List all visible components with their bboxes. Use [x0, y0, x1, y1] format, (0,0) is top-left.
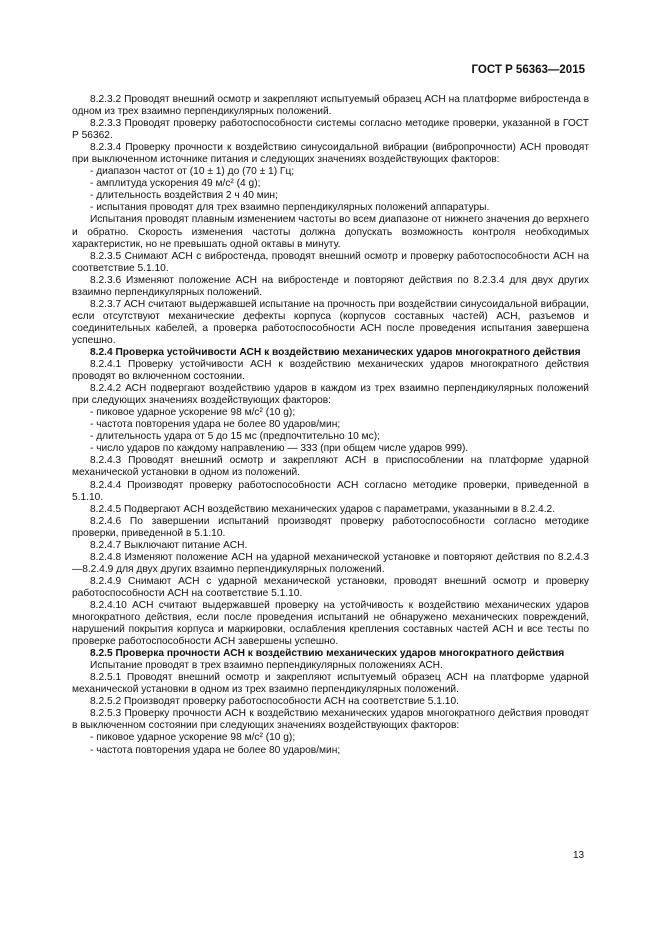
paragraph: 8.2.4.5 Подвергают АСН воздействию механических ударов с параметрами, указанными в 8.2.4.2.	[90, 503, 556, 515]
list-item: - частота повторения удара не более 80 ударов/мин;	[90, 744, 341, 756]
list-item: - длительность воздействия 2 ч 40 мин;	[90, 190, 278, 202]
paragraph: 8.2.4.1 Проверку устойчивости АСН к воздействию механических ударов многократного действия проводят во включенном состоянии.	[72, 359, 589, 383]
list-item: - частота повторения удара не более 80 ударов/мин;	[90, 419, 341, 431]
section-heading: 8.2.5 Проверка прочности АСН к воздействию механических ударов многократного действия	[90, 648, 565, 660]
paragraph: 8.2.3.3 Проводят проверку работоспособности системы согласно методике проверки, указанной в ГОСТ Р 56362.	[72, 118, 589, 142]
paragraph: Испытание проводят в трех взаимно перпендикулярных положениях АСН.	[90, 660, 443, 672]
paragraph: 8.2.4.4 Производят проверку работоспособности АСН согласно методике проверки, приведенной в 5.1.10.	[72, 479, 589, 503]
section-heading: 8.2.4 Проверка устойчивости АСН к воздействию механических ударов многократного действия	[90, 346, 581, 358]
list-item: - пиковое ударное ускорение 98 м/с² (10 g);	[90, 732, 296, 744]
paragraph: 8.2.4.2 АСН подвергают воздействию ударов в каждом из трех взаимно перпендикулярных положений при следующих значениях воздействующих факторов:	[72, 383, 589, 407]
paragraph: 8.2.4.10 АСН считают выдержавшей проверку на устойчивость к воздействию механических ударов многократного действия, если после проведения испытаний не обнаружено механических повреждений, нарушений покрытия корпуса и маркировки, ослабления крепления составных частей АСН и все тесты по проверке работоспособности АСН завершены успешно.	[72, 599, 589, 648]
paragraph: Испытания проводят плавным изменением частоты во всем диапазоне от нижнего значения до верхнего и обратно. Скорость изменения частоты должна допускать возможность контроля необходимых характеристик, но не превышать одной октавы в минуту.	[72, 214, 589, 250]
paragraph: 8.2.4.9 Снимают АСН с ударной механической установки, проводят внешний осмотр и проверку работоспособности АСН на соответствие 5.1.10.	[72, 575, 589, 599]
paragraph: 8.2.5.1 Проводят внешний осмотр и закрепляют испытуемый образец АСН на платформе ударной механической установки в одном из трех взаимно перпендикулярных положений.	[72, 672, 589, 696]
paragraph: 8.2.3.6 Изменяют положение АСН на вибростенде и повторяют действия по 8.2.3.4 для двух других взаимно перпендикулярных положений.	[72, 274, 589, 298]
paragraph: 8.2.5.2 Производят проверку работоспособности АСН на соответствие 5.1.10.	[90, 696, 459, 708]
list-item: - диапазон частот от (10 ± 1) до (70 ± 1) Гц;	[90, 166, 295, 178]
document-header-title: ГОСТ Р 56363—2015	[471, 64, 585, 76]
paragraph: 8.2.4.8 Изменяют положение АСН на ударной механической установке и повторяют действия по 8.2.4.3—8.2.4.9 для двух других взаимно перпендикулярных положений.	[72, 551, 589, 575]
list-item: - число ударов по каждому направлению — 333 (при общем числе ударов 999).	[90, 443, 469, 455]
list-item: - длительность удара от 5 до 15 мс (предпочтительно 10 мс);	[90, 431, 380, 443]
paragraph: 8.2.3.5 Снимают АСН с вибростенда, проводят внешний осмотр и проверку работоспособности АСН на соответствие 5.1.10.	[72, 250, 589, 274]
paragraph: 8.2.4.7 Выключают питание АСН.	[90, 539, 248, 551]
list-item: - испытания проводят для трех взаимно перпендикулярных положений аппаратуры.	[90, 202, 490, 214]
document-body	[72, 94, 589, 757]
paragraph: 8.2.3.2 Проводят внешний осмотр и закрепляют испытуемый образец АСН на платформе вибростенда в одном из трех взаимно перпендикулярных положений.	[72, 94, 589, 118]
list-item: - амплитуда ускорения 49 м/с² (4 g);	[90, 178, 261, 190]
paragraph: 8.2.3.7 АСН считают выдержавшей испытание на прочность при воздействии синусоидальной вибрации, если отсутствуют механические дефекты корпуса (корпусов составных частей) АСН, разъемов и соединительных кабелей, а проверка работоспособности АСН после проведения испытания завершена успешно.	[72, 298, 589, 346]
paragraph: 8.2.3.4 Проверку прочности к воздействию синусоидальной вибрации (вибропрочности) АСН проводят при выключенном источнике питания и следующих значениях воздействующих факторов:	[72, 142, 589, 166]
list-item: - пиковое ударное ускорение 98 м/с² (10 g);	[90, 407, 296, 419]
paragraph: 8.2.5.3 Проверку прочности АСН к воздействию механических ударов многократного действия проводят в выключенном состоянии при следующих значениях воздействующих факторов:	[72, 708, 589, 732]
paragraph: 8.2.4.3 Проводят внешний осмотр и закрепляют АСН в приспособлении на платформе ударной механической установки в одном из положений.	[72, 455, 589, 479]
page-number: 13	[573, 850, 585, 861]
paragraph: 8.2.4.6 По завершении испытаний производят проверку работоспособности согласно методике проверки, приведенной в 5.1.10.	[72, 515, 589, 539]
